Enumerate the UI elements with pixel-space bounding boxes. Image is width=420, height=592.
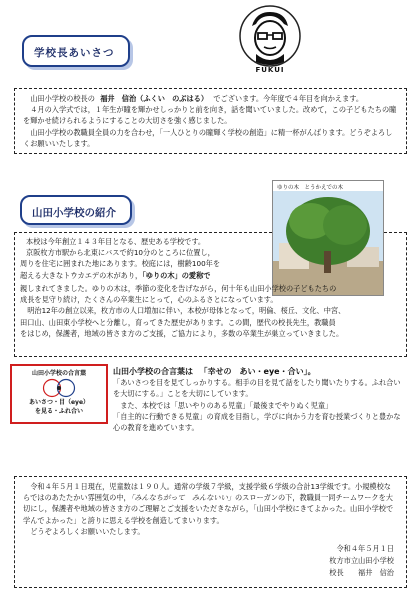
intro-line8: 田口山、山田東小学校へと分離し，育ってきた歴史があります。この間，歴代の校長先生，教職員 [20,317,336,327]
intro-line6: 成長を見守り続け，たくさんの卒業生にとって，心のふるさとになっています。 [20,295,278,305]
greeting-line1b: でございます。今年度で４年目を向かえます。 [213,94,364,103]
intro-line5: 親しまれてきました。ゆりの木は，季節の変化を告げながら，何十年も山田小学校の子どもたちの [20,284,337,293]
greeting-para3: 山田小学校の教職員全員の力を合わせ，「一人ひとりの瞳輝く学校の創造」に精一杯がんばります。どうぞよろしくお願いいたします。 [23,127,393,148]
intro-text [20,236,272,281]
closing-box [14,476,407,588]
closing-signer: 校長 福井 信治 [329,568,394,577]
motto-line2: 「あいさつを目を見てしっかりする。相手の目を見て話をしたり聞いたりする。ふれ合いを大切にする。」ことを大切にしています。 [113,378,401,399]
closing-para1c: のスローガンの下，教職員一同チームワークを大切にし，保護者や地域の皆さま方のご理解とご支援をいただきながら，「山田小学校にきてよかった。山田小学校で学んでよかった」と誇りに思える学校を創造してまいります。 [23,493,394,525]
intro-text-full [20,283,405,339]
tree-photo-icon [273,191,383,295]
motto-badge-line2: を見る・ふれ合い [34,408,83,415]
motto-badge [10,364,108,424]
intro-line7: 明治12年の創立以来，枚方市の人口増加に伴い，本校が母体となって，明倫、桜丘、文化、中宮、 [20,306,346,316]
greeting-line1a: 山田小学校の校長の [23,94,95,103]
intro-line1: 本校は今年創立１４３年目となる、歴史ある学校です。 [26,237,206,246]
intro-line9: をはじめ，保護者，地域の皆さま方のご支援，ご協力により，多数の卒業生が巣立っていきました。 [20,328,344,338]
principal-logo [238,4,302,78]
school-photo [272,180,384,296]
motto-badge-line1: あいさつ・目（eye） [28,399,90,406]
section-header-intro [20,195,132,225]
closing-date: 令和４年５月１日 [336,544,394,553]
section-title: 山田小学校の紹介 [32,207,116,219]
intro-line4a: 超える大きなトウカエデの木があり， [20,270,143,280]
photo-caption: ゆりの木 とうかえでの木 [277,185,344,191]
motto-line1a: 山田小学校の合言葉は [113,367,193,376]
closing-para2: どうぞよろしくお願いいたします。 [23,526,145,536]
motto-emblem-icon [14,378,104,398]
motto-line4: 「自主的に行動できる児童」の育成を目指し，学びに向かう力を育む授業づくりと豊かな心の教育を進めています。 [113,411,401,433]
intro-line2: 京阪枚方市駅から北東にバスで約10分のところに位置し， [26,248,215,258]
logo-text: FUKUI [255,66,285,74]
motto-text [113,366,403,433]
greeting-para2: ４月の入学式では，１年生が瞳を輝かせしっかりと前を向き，話を聞いていました。改めて，この子どもたちの瞳を輝かせ続けられるようにすることの大切さを強く感じました。 [23,105,397,126]
closing-para1: 令和４年５月１日現在，児童数は１９０人。通常の学級７学級，支援学級６学級の合計13学級です。小規模校ならではのあたたかい雰囲気の中， [23,482,391,503]
closing-slogan: 「みんなちがって みんないい」 [130,493,235,503]
intro-line4b: 「ゆりの木」の愛称で [142,270,211,280]
intro-line3: 周りを住宅に囲まれた地にあります。校庭には，樹齢100年を [20,259,221,269]
motto-line1b: 「幸せの あい・eye・合い」。 [199,367,316,376]
motto-badge-title: 山田小学校の合言葉 [31,370,86,377]
section-title: 学校長あいさつ [34,47,115,59]
principal-name: 福井 信治（ふくい のぶはる） [100,94,209,103]
motto-line3: また、本校では「思いやりのある児童」「最後までやりぬく児童」 [113,400,333,410]
section-header-greeting [22,35,130,67]
greeting-box [14,88,407,154]
closing-school: 枚方市立山田小学校 [329,556,394,565]
